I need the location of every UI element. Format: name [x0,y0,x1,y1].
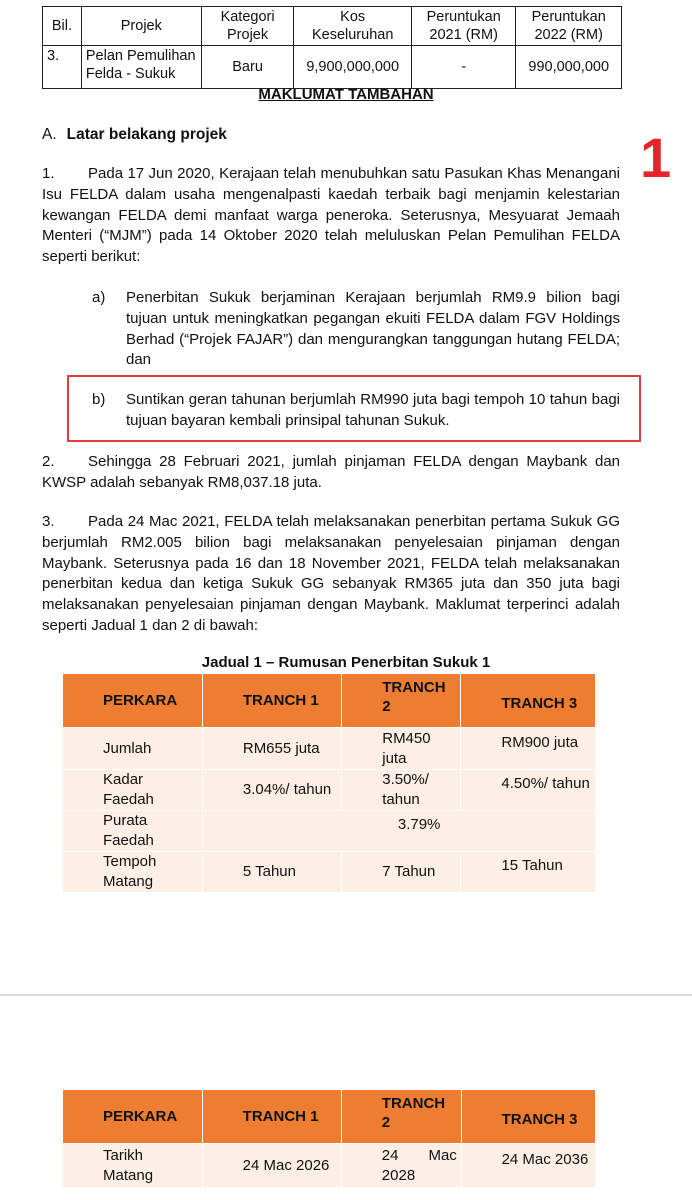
paragraph-1-number: 1. [42,165,55,182]
cell-kategori: Baru [201,46,294,89]
paragraph-3-text: Pada 24 Mac 2021, FELDA telah melaksanakan penerbitan pertama Sukuk GG berjumlah RM2.005 bilion bagi melaksanakan penyelesaian pinjaman dengan Maybank. Seterusnya pada 16 dan 18 November 2021, FELDA telah melaksanakan penerbitan kedua dan ketiga Sukuk GG sebanyak RM365 juta dan 350 juta bagi melaksanakan penyelesaian pinjaman dengan Maybank. Maklumat terperinci adalah seperti Jadual 1 dan 2 di bawah: [42,513,620,634]
project-table-header [43,7,622,46]
cell-tranch-3: RM900 juta [461,728,596,770]
cell-tranch-3: 15 Tahun [461,852,596,893]
table-row [63,728,596,770]
table-row [63,1144,596,1188]
table-1-title: Jadual 1 – Rumusan Penerbitan Sukuk 1 [201,654,491,671]
paragraph-1 [42,164,620,268]
list-item-a-text: Penerbitan Sukuk berjaminan Kerajaan berjumlah RM9.9 bilion bagi tujuan untuk meningkatkan pegangan ekuiti FELDA dalam FGV Holdings Berhad (“Projek FAJAR”) dan mengurangkan tanggungan hutang FELDA; dan [126,289,620,369]
cell-tranch-3: 24 Mac 2036 [461,1144,595,1188]
cell-kos: 9,900,000,000 [294,46,412,89]
cell-tranch-1: RM655 juta [202,728,341,770]
cell-tranch-1: 24 Mac 2026 [202,1144,341,1188]
table-row [43,46,622,89]
cell-tranch-2: 24 Mac 2028 [341,1144,461,1188]
cell-perkara: Jumlah [63,728,203,770]
section-a-title [42,126,227,144]
header-kos: Kos Keseluruhan [294,7,412,46]
table-2-header [63,1090,596,1144]
list-item-b-label: b) [92,391,106,408]
header-perkara: PERKARA [63,674,203,728]
header-peruntukan-2021: Peruntukan 2021 (RM) [411,7,515,46]
header-projek: Projek [81,7,201,46]
paragraph-2-number: 2. [42,453,55,470]
cell-purata-faedah: 3.79% [202,811,595,852]
list-item-a-label: a) [92,289,106,306]
list-item-b [92,390,620,432]
header-bil: Bil. [43,7,82,46]
paragraph-3 [42,512,620,637]
table-1 [62,673,596,893]
table-row [63,852,596,893]
paragraph-2 [42,452,620,494]
paragraph-2-text: Sehingga 28 Februari 2021, jumlah pinjaman FELDA dengan Maybank dan KWSP adalah sebanyak RM8,037.18 juta. [42,453,620,491]
cell-perkara: Tarikh Matang [63,1144,203,1188]
project-table [42,6,622,89]
cell-bil: 3. [43,46,82,89]
header-tranch-2: TRANCH 2 [341,1090,461,1144]
header-tranch-3: TRANCH 3 [461,1090,595,1144]
cell-tranch-1: 5 Tahun [202,852,341,893]
table-1-header [63,674,596,728]
cell-tranch-3: 4.50%/ tahun [461,770,596,811]
list-item-a [92,288,620,372]
cell-tranch-2: 7 Tahun [342,852,461,893]
cell-perkara: Purata Faedah [63,811,203,852]
cell-peruntukan-2021: - [411,46,515,89]
section-a-label: Latar belakang projek [66,126,227,143]
cell-projek: Pelan Pemulihan Felda - Sukuk [81,46,201,89]
annotation-number: 1 [640,126,672,189]
list-item-b-text: Suntikan geran tahunan berjumlah RM990 juta bagi tempoh 10 tahun bagi tujuan bayaran kembali prinsipal tahunan Sukuk. [126,391,620,429]
paragraph-1-text: Pada 17 Jun 2020, Kerajaan telah menubuhkan satu Pasukan Khas Menangani Isu FELDA dalam usaha mengenalpasti kaedah terbaik bagi menjamin kelestarian kewangan FELDA demi manfaat warga peneroka. Seterusnya, Mesyuarat Jemaah Menteri (“MJM”) pada 14 Oktober 2020 telah meluluskan Pelan Pemulihan FELDA seperti berikut: [42,165,620,266]
header-tranch-2: TRANCH 2 [342,674,461,728]
cell-perkara: Tempoh Matang [63,852,203,893]
header-tranch-1: TRANCH 1 [202,1090,341,1144]
section-a-letter: A. [42,126,57,143]
header-perkara: PERKARA [63,1090,203,1144]
paragraph-3-number: 3. [42,513,55,530]
table-row [63,770,596,811]
header-kategori: Kategori Projek [201,7,294,46]
cell-tranch-2: RM450 juta [342,728,461,770]
header-tranch-3: TRANCH 3 [461,674,596,728]
section-heading: MAKLUMAT TAMBAHAN [258,86,434,103]
header-tranch-1: TRANCH 1 [202,674,341,728]
cell-tranch-2: 3.50%/ tahun [342,770,461,811]
cell-tranch-1: 3.04%/ tahun [202,770,341,811]
table-2 [62,1089,596,1188]
cell-perkara: Kadar Faedah [63,770,203,811]
table-row [63,811,596,852]
cell-peruntukan-2022: 990,000,000 [516,46,622,89]
page-divider [0,994,692,996]
header-peruntukan-2022: Peruntukan 2022 (RM) [516,7,622,46]
